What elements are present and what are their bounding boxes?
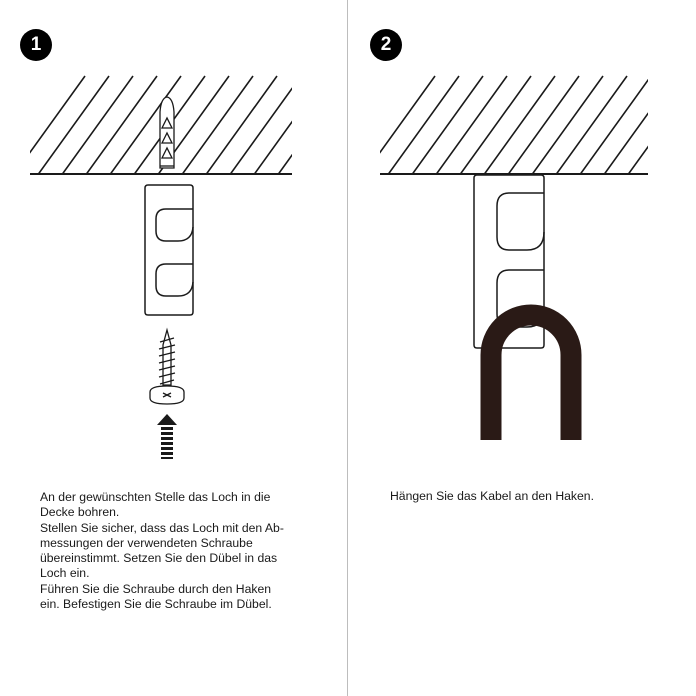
wall-plug-icon bbox=[160, 97, 174, 168]
step-1-instructions bbox=[40, 490, 330, 612]
step-1-line: Führen Sie die Schraube durch den Haken bbox=[40, 581, 272, 596]
hatch-line bbox=[676, 76, 696, 174]
cable-icon bbox=[491, 315, 571, 440]
step-1-line: messungen der verwendeten Schraube bbox=[40, 535, 253, 550]
step-1-line: Loch ein. bbox=[40, 566, 90, 581]
hatch-line bbox=[652, 76, 696, 174]
hatch-line bbox=[302, 76, 373, 174]
step-2-instructions bbox=[390, 489, 680, 504]
step-1-line: ein. Befestigen Sie die Schraube im Dübel. bbox=[40, 597, 272, 612]
step-1-line: An der gewünschten Stelle das Loch in die bbox=[40, 490, 271, 504]
step-2-line: Hängen Sie das Kabel an den Haken. bbox=[390, 489, 594, 503]
ceiling-hatch-1 bbox=[14, 76, 397, 174]
screw-icon bbox=[150, 330, 184, 404]
hook-icon-1 bbox=[145, 185, 193, 315]
ceiling-hatch-2 bbox=[364, 76, 696, 174]
hatch-line bbox=[628, 76, 696, 174]
step-2-badge: 2 bbox=[370, 29, 402, 61]
insert-arrow-icon bbox=[157, 414, 177, 459]
step-1-line: Decke bohren. bbox=[40, 505, 120, 520]
step-1-badge: 1 bbox=[20, 29, 52, 61]
hatch-line bbox=[326, 76, 397, 174]
step-1-line: Stellen Sie sicher, dass das Loch mit den Ab- bbox=[40, 520, 284, 535]
step-1-line: übereinstimmt. Setzen Sie den Dübel in das bbox=[40, 551, 278, 566]
